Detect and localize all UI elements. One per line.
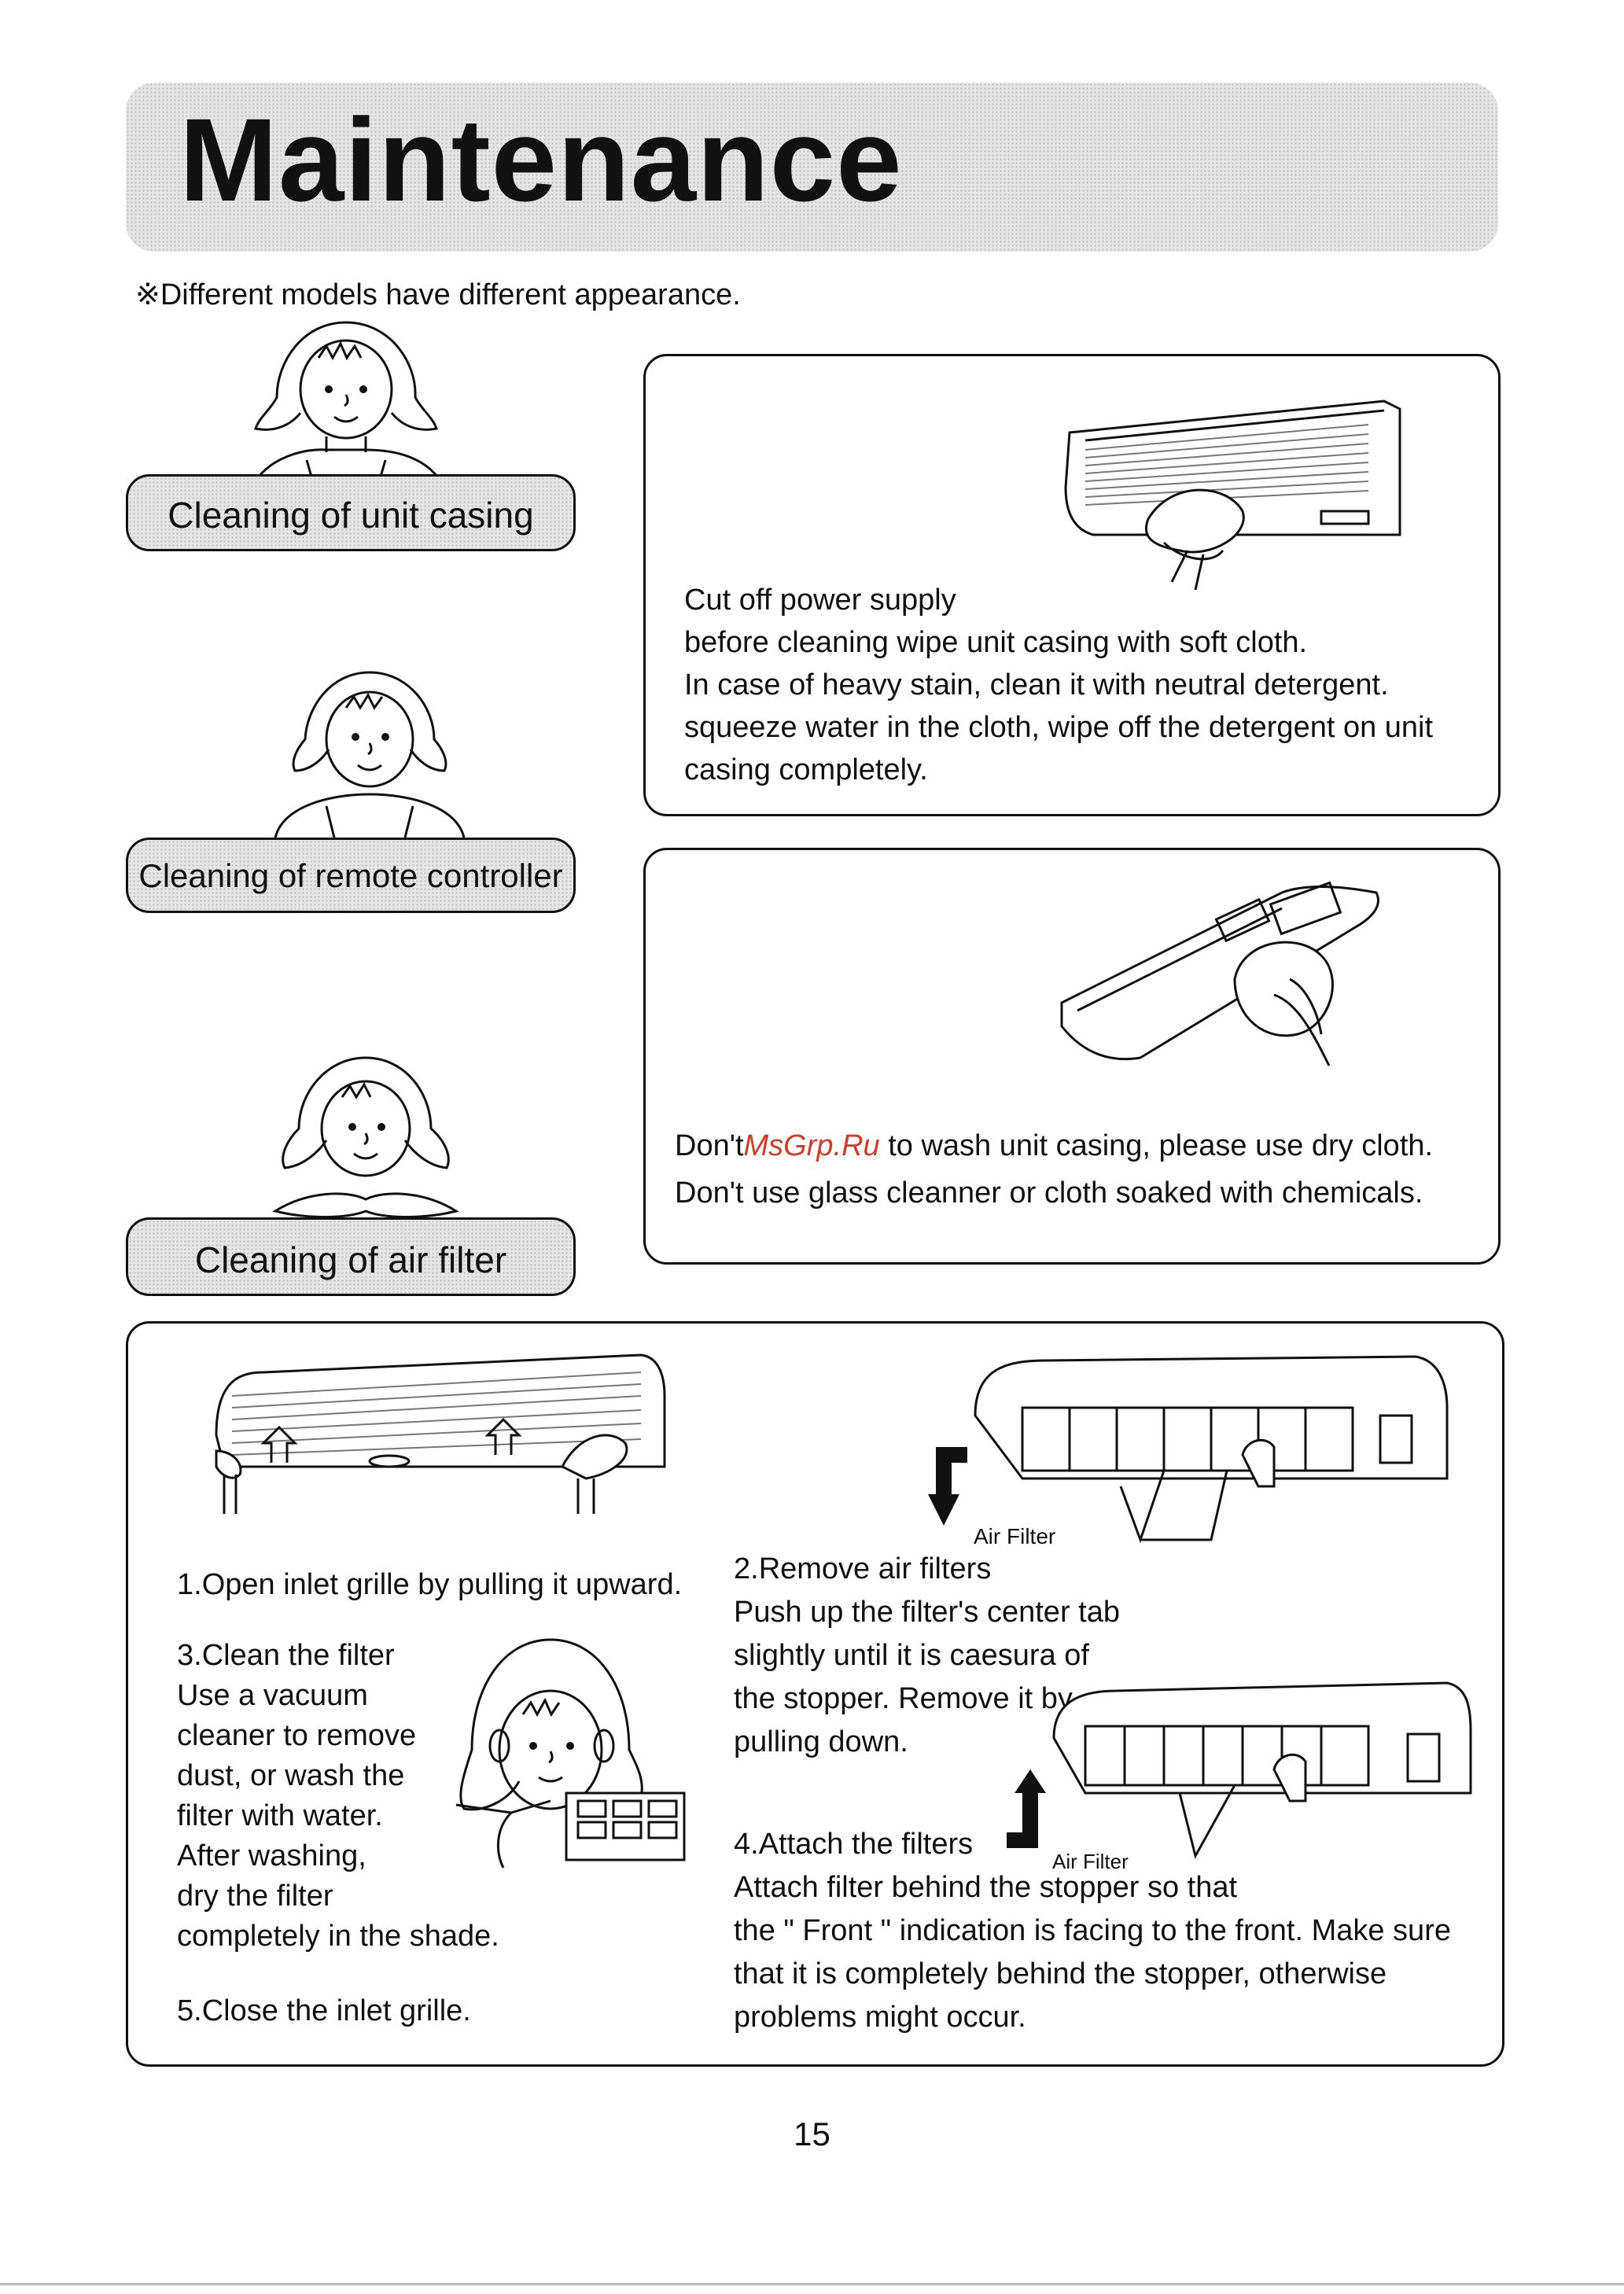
open-grille-illustration [201,1349,672,1553]
section-label-remote [126,838,576,913]
appearance-note: ※Different models have different appearance. [135,278,741,311]
attach-filter-illustration [1007,1675,1479,1880]
page-title: Maintenance [179,94,903,226]
girl-illustration-2 [260,665,480,838]
step-1-text: 1.Open inlet grille by pulling it upward. [177,1568,683,1601]
step-3-line-4: dust, or wash the [177,1759,405,1792]
step-4-line-1: 4.Attach the filters [734,1828,974,1861]
air-filter-label-2: Air Filter [1052,1850,1129,1873]
step-3-line-6: After washing, [177,1839,366,1872]
step-2-line-4: the stopper. Remove it by [734,1682,1073,1715]
step-4-line-2: Attach filter behind the stopper so that [734,1871,1238,1904]
page-number: 15 [794,2115,830,2152]
step-3-line-8: completely in the shade. [177,1920,499,1953]
unit-casing-line-3: In case of heavy stain, clean it with neutral detergent. [684,668,1389,701]
remote-line-1-end: to wash unit casing, please use dry cloth. [888,1129,1434,1162]
air-filter-label-1: Air Filter [974,1524,1056,1548]
step-4-line-5: problems might occur. [734,2001,1026,2034]
remote-line-1-start: Don't [675,1129,744,1162]
step-5-text: 5.Close the inlet grille. [177,1994,471,2027]
step-3-line-1: 3.Clean the filter [177,1639,395,1672]
step-3-line-3: cleaner to remove [177,1719,417,1752]
section-label-text: Cleaning of air filter [194,1239,507,1280]
unit-casing-line-1: Cut off power supply [684,584,956,617]
bottom-divider [0,2283,1624,2285]
step-4-line-4: that it is completely behind the stopper, otherwise [734,1957,1387,1990]
step-2-line-5: pulling down. [734,1725,908,1758]
unit-casing-line-2: before cleaning wipe unit casing with soft cloth. [684,626,1308,659]
ac-unit-wipe-illustration [1054,393,1416,606]
girl-washing-filter-illustration [448,1632,700,1868]
step-2-line-2: Push up the filter's center tab [734,1596,1120,1629]
girl-illustration-1 [228,315,464,488]
remote-line-2: Don't use glass cleanner or cloth soaked with chemicals. [675,1176,1423,1210]
remote-wipe-illustration [1046,877,1400,1097]
unit-casing-line-5: casing completely. [684,753,928,786]
step-3-line-7: dry the filter [177,1880,333,1913]
step-2-line-1: 2.Remove air filters [734,1552,992,1585]
unit-casing-line-4: squeeze water in the cloth, wipe off the detergent on unit [684,711,1434,744]
step-3-line-5: filter with water. [177,1799,383,1832]
watermark: MsGrp.Ru [743,1129,880,1162]
section-label-unit-casing [126,474,576,551]
step-2-line-3: slightly until it is caesura of [734,1639,1089,1672]
remote-line-1 [675,1125,1433,1167]
step-3-line-2: Use a vacuum [177,1679,368,1712]
step-4-line-3: the " Front " indication is facing to the front. Make sure [734,1914,1451,1947]
section-label-text: Cleaning of remote controller [138,857,563,894]
section-label-air-filter [126,1217,576,1296]
girl-illustration-3 [252,1050,480,1223]
section-label-text: Cleaning of unit casing [168,495,534,536]
